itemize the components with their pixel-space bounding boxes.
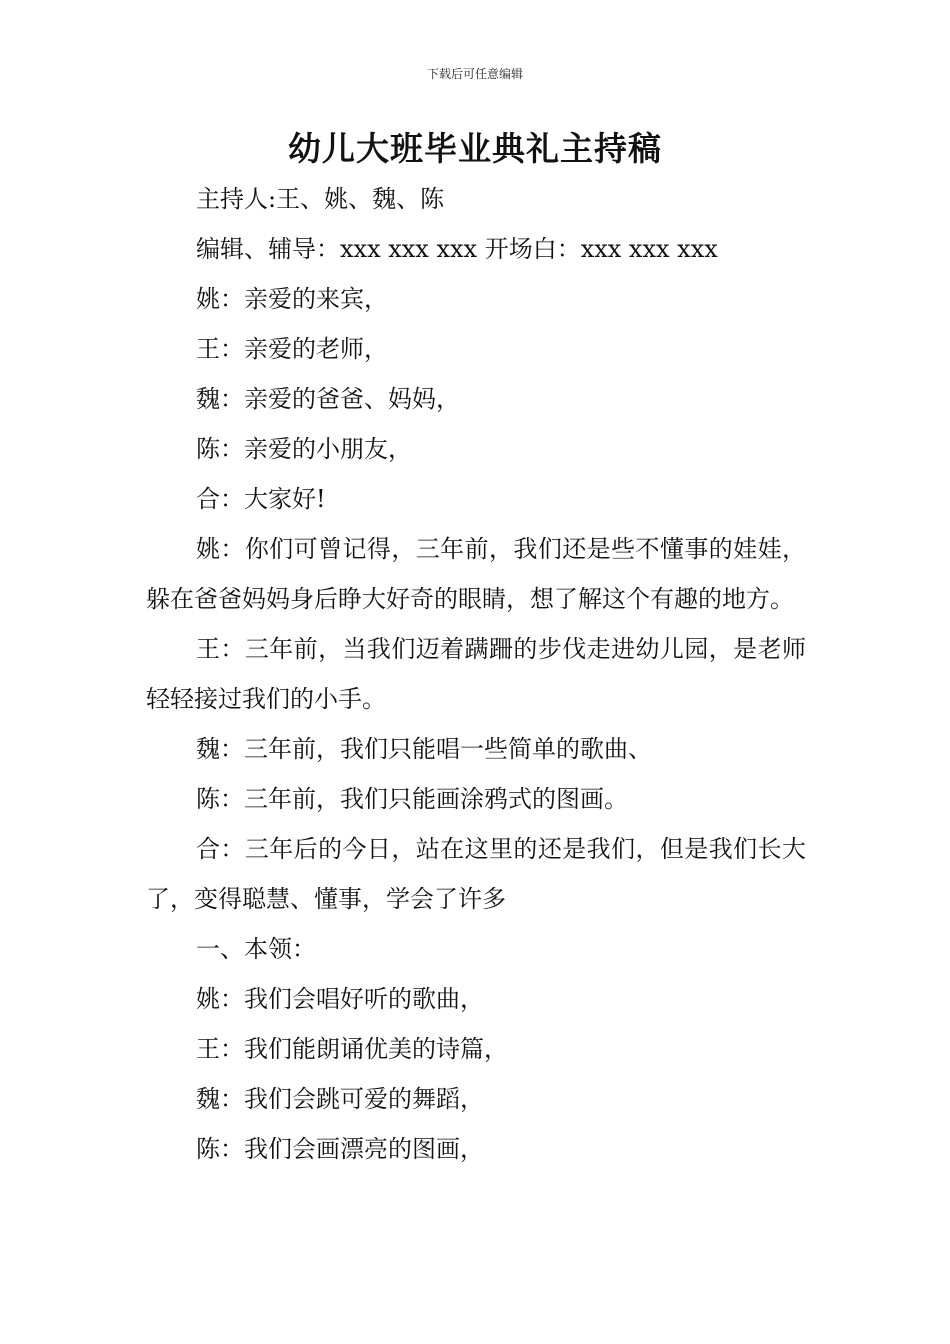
paragraph-line: 魏：我们会跳可爱的舞蹈， (196, 1085, 484, 1113)
paragraph-line: 王：亲爱的老师， (196, 335, 388, 363)
paragraph-line: 陈：我们会画漂亮的图画， (196, 1135, 484, 1163)
paragraph-line: 陈：亲爱的小朋友， (196, 435, 412, 463)
paragraph-line: 合：大家好! (196, 485, 326, 513)
paragraph-line: 合：三年后的今日，站在这里的还是我们，但是我们长大了，变得聪慧、懂事，学会了许多 (146, 835, 806, 913)
paragraph-editors: 编辑、辅导：xxx xxx xxx 开场白：xxx xxx xxx (196, 235, 718, 263)
paragraph-line: 王：三年前，当我们迈着蹒跚的步伐走进幼儿园，是老师轻轻接过我们的小手。 (146, 635, 806, 713)
paragraph-line: 姚：亲爱的来宾， (196, 285, 388, 313)
paragraph-line: 王：我们能朗诵优美的诗篇， (196, 1035, 508, 1063)
document-title: 幼儿大班毕业典礼主持稿 (288, 129, 662, 168)
paragraph-line: 陈：三年前，我们只能画涂鸦式的图画。 (196, 785, 628, 813)
paragraph-line: 魏：三年前，我们只能唱一些简单的歌曲、 (196, 735, 652, 763)
header-note: 下载后可任意编辑 (426, 67, 523, 81)
paragraph-line: 魏：亲爱的爸爸、妈妈， (196, 385, 460, 413)
section-heading: 一、本领： (196, 935, 316, 963)
paragraph-line: 姚：我们会唱好听的歌曲， (196, 985, 484, 1013)
paragraph-line: 姚：你们可曾记得，三年前，我们还是些不懂事的娃娃，躲在爸爸妈妈身后睁大好奇的眼睛，想了解这个有趣的地方。 (146, 535, 806, 613)
paragraph-hosts: 主持人:王、姚、魏、陈 (196, 185, 445, 213)
document-body (146, 174, 806, 1174)
